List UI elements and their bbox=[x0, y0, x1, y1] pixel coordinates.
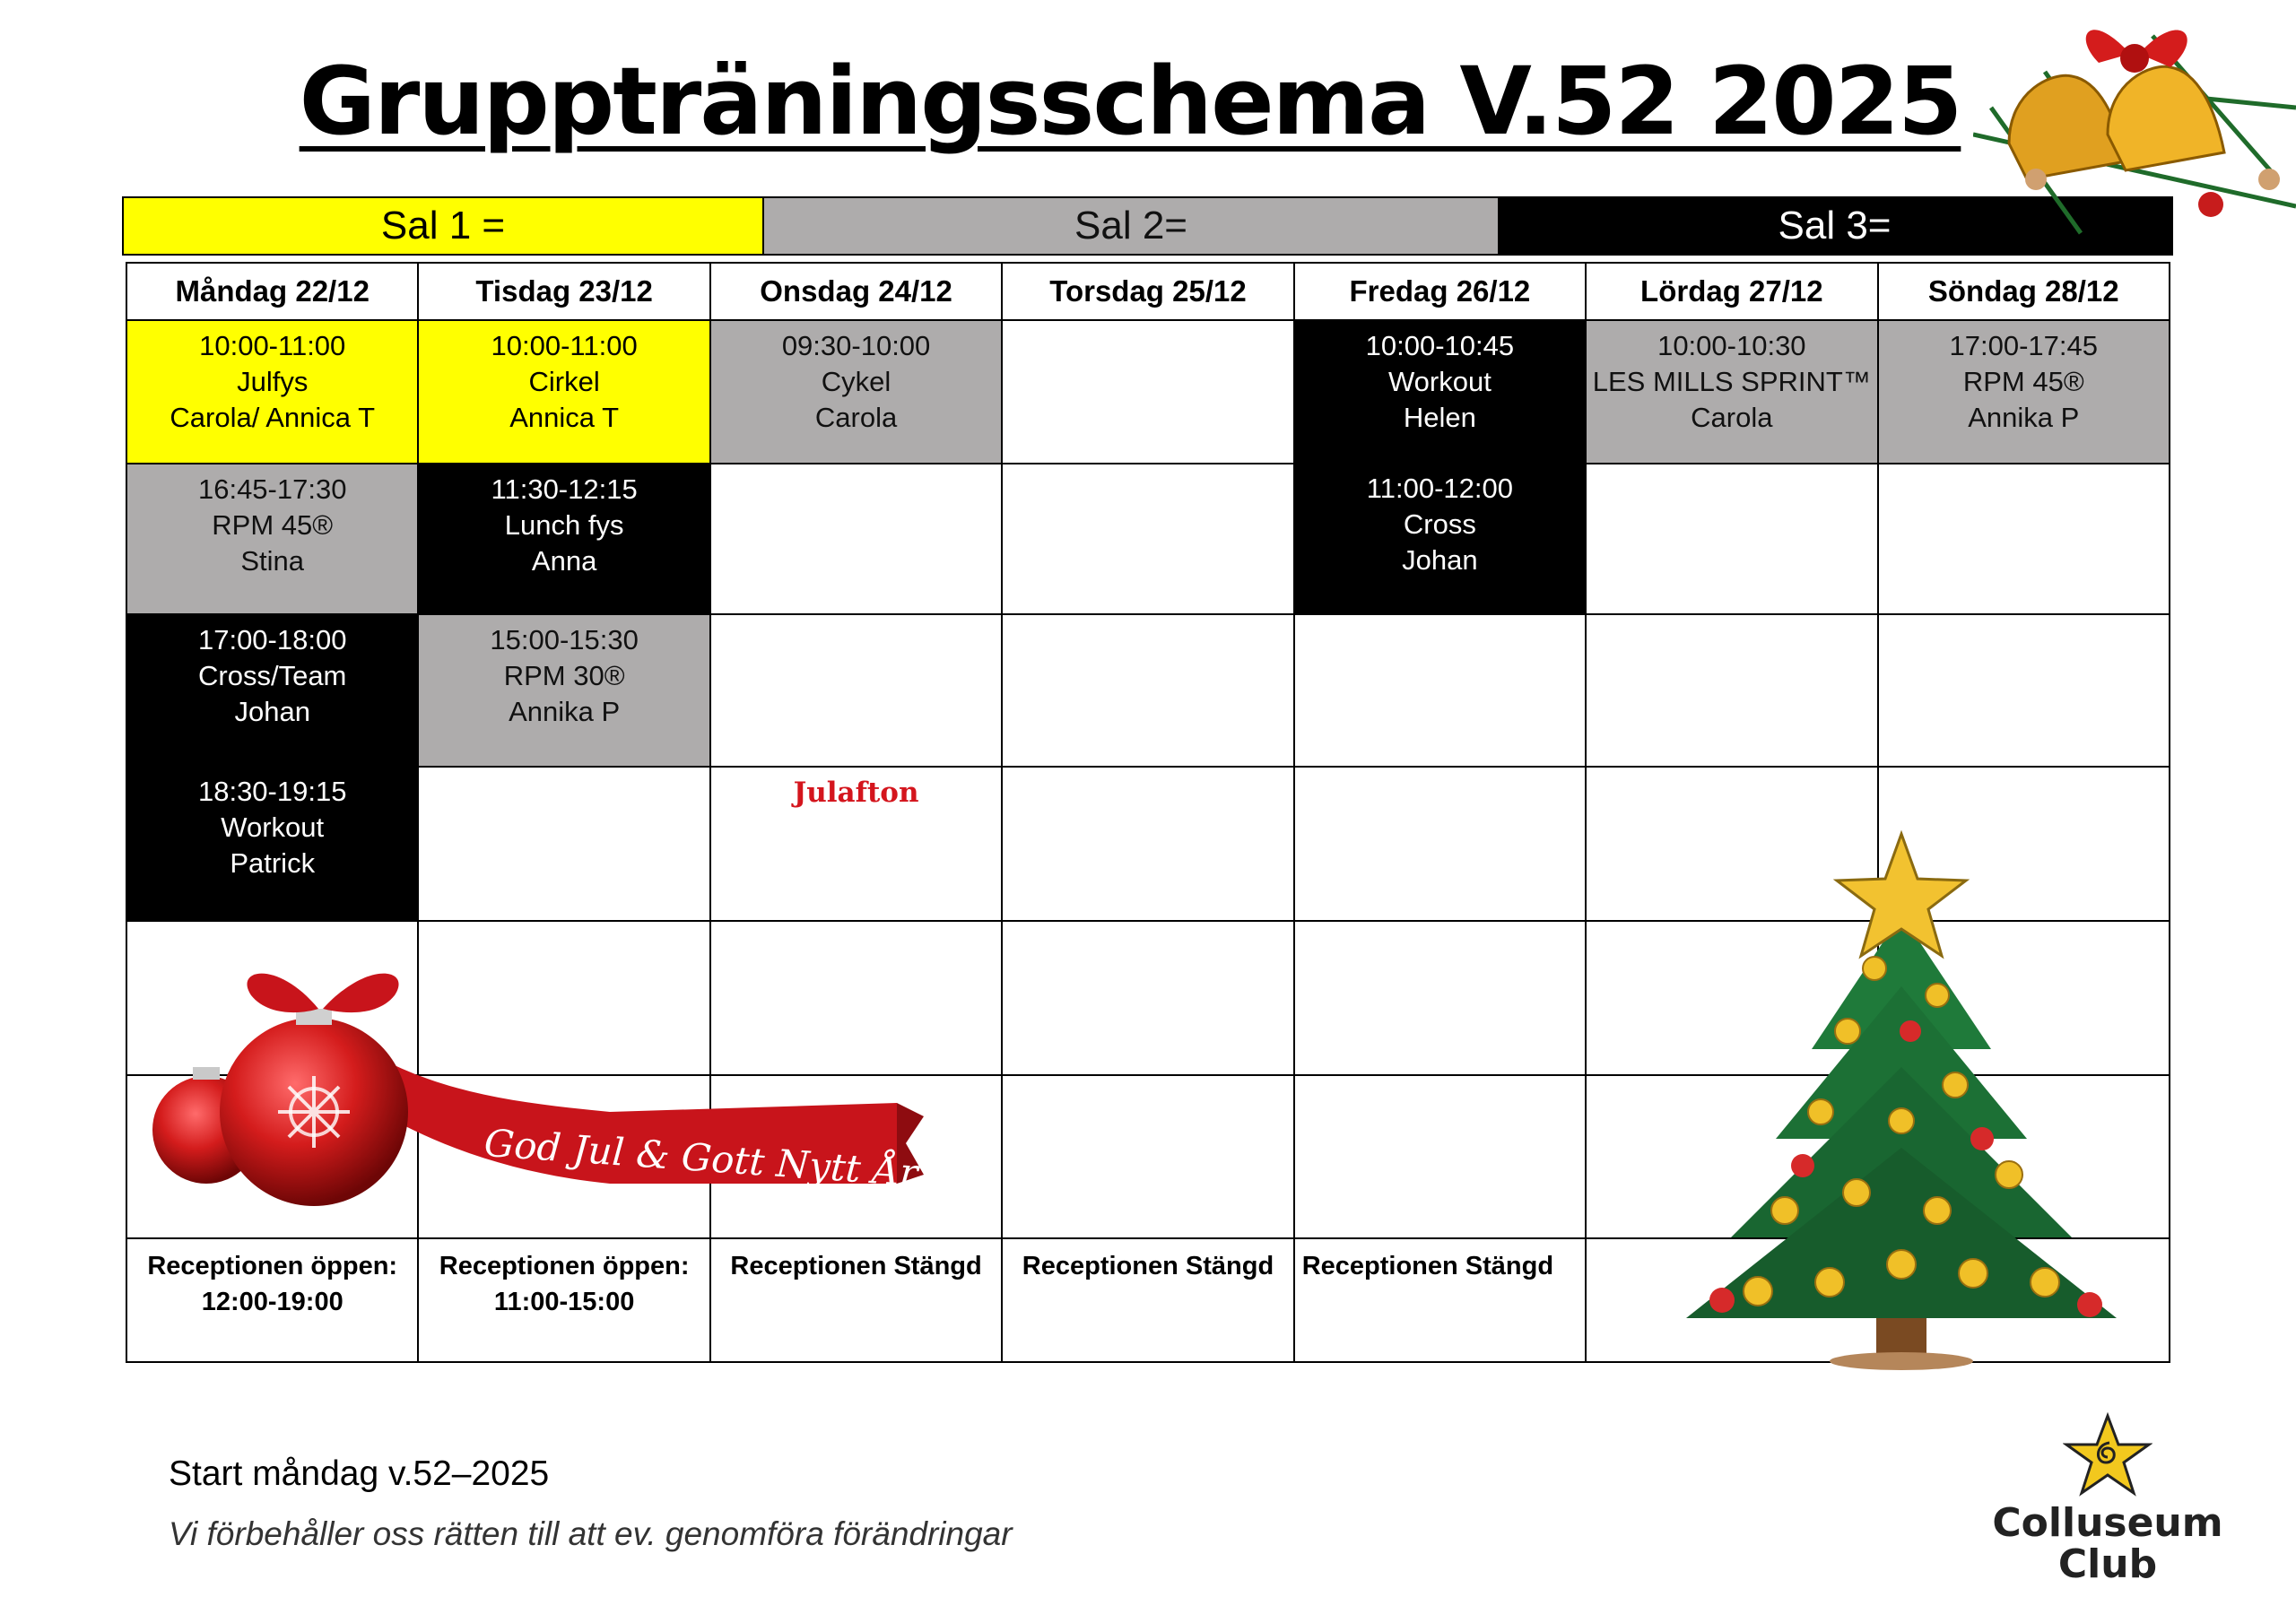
class-instructor: Annica T bbox=[509, 402, 620, 433]
reception-cell bbox=[126, 1238, 418, 1362]
reception-hours: 12:00-19:00 bbox=[201, 1288, 344, 1316]
class-time: 15:00-15:30 bbox=[490, 624, 639, 655]
empty-cell bbox=[710, 614, 1002, 767]
empty-cell bbox=[418, 767, 709, 921]
club-logo bbox=[1991, 1412, 2224, 1585]
class-cell bbox=[1294, 320, 1586, 464]
class-name: RPM 45® bbox=[212, 509, 334, 541]
empty-cell bbox=[1586, 614, 1877, 767]
class-cell bbox=[710, 320, 1002, 464]
class-name: Cykel bbox=[821, 366, 891, 397]
legend-sal2: Sal 2= bbox=[764, 198, 1498, 254]
banner-text: God Jul & Gott Nytt År bbox=[483, 1120, 919, 1195]
class-instructor: Helen bbox=[1403, 402, 1476, 433]
class-name: Lunch fys bbox=[504, 509, 624, 541]
ornaments-icon bbox=[144, 959, 933, 1233]
class-name: Julfys bbox=[237, 366, 309, 397]
class-name: LES MILLS SPRINT™ bbox=[1592, 366, 1871, 397]
empty-cell bbox=[1586, 464, 1877, 614]
empty-cell bbox=[1002, 921, 1293, 1075]
reception-label: Receptionen Stängd bbox=[1301, 1252, 1554, 1280]
class-instructor: Stina bbox=[240, 545, 305, 577]
legend-sal1: Sal 1 = bbox=[124, 198, 764, 254]
reception-cell bbox=[418, 1238, 709, 1362]
day-header: Söndag 28/12 bbox=[1878, 263, 2170, 320]
class-cell bbox=[126, 464, 418, 614]
class-name: Cirkel bbox=[528, 366, 600, 397]
reception-hours: 11:00-15:00 bbox=[493, 1288, 635, 1316]
empty-cell bbox=[1878, 464, 2170, 614]
julafton-label: Julafton bbox=[710, 767, 1002, 921]
footer-start: Start måndag v.52–2025 bbox=[169, 1454, 550, 1493]
class-time: 11:30-12:15 bbox=[491, 473, 638, 505]
class-instructor: Johan bbox=[234, 696, 310, 727]
reception-cell bbox=[1294, 1238, 1586, 1362]
class-time: 10:00-10:45 bbox=[1365, 330, 1515, 361]
reception-cell bbox=[710, 1238, 1002, 1362]
class-name: Workout bbox=[221, 812, 325, 843]
class-cell bbox=[126, 614, 418, 767]
room-legend bbox=[122, 196, 2173, 256]
reception-label: Receptionen Stängd bbox=[730, 1252, 982, 1280]
class-instructor: Annika P bbox=[1968, 402, 2080, 433]
day-header: Lördag 27/12 bbox=[1586, 263, 1877, 320]
class-cell bbox=[1294, 464, 1586, 614]
day-header: Måndag 22/12 bbox=[126, 263, 418, 320]
empty-cell bbox=[1294, 614, 1586, 767]
page-title: Gruppträningsschema V.52 2025 bbox=[299, 47, 1961, 156]
class-time: 16:45-17:30 bbox=[197, 473, 347, 505]
day-header: Tisdag 23/12 bbox=[418, 263, 709, 320]
class-time: 17:00-17:45 bbox=[1949, 330, 2098, 361]
reception-label: Receptionen öppen: bbox=[439, 1252, 690, 1280]
class-name: Cross bbox=[1403, 508, 1476, 540]
empty-cell bbox=[1002, 320, 1293, 464]
class-instructor: Anna bbox=[531, 545, 597, 577]
christmas-tree-icon bbox=[1668, 816, 2135, 1376]
day-header: Torsdag 25/12 bbox=[1002, 263, 1293, 320]
class-time: 10:00-10:30 bbox=[1657, 330, 1806, 361]
class-instructor: Carola/ Annica T bbox=[170, 402, 376, 433]
class-name: Workout bbox=[1387, 366, 1492, 397]
empty-cell bbox=[1002, 464, 1293, 614]
class-time: 18:30-19:15 bbox=[197, 776, 347, 807]
reception-cell bbox=[1002, 1238, 1293, 1362]
class-cell bbox=[418, 614, 709, 767]
empty-cell bbox=[1878, 614, 2170, 767]
legend-sal3: Sal 3= bbox=[1498, 198, 2171, 254]
logo-line2: Club bbox=[2057, 1541, 2158, 1587]
class-cell bbox=[418, 320, 709, 464]
class-name: Cross/Team bbox=[198, 660, 347, 691]
class-time: 17:00-18:00 bbox=[197, 624, 347, 655]
star-logo-icon bbox=[2063, 1412, 2152, 1498]
reception-label: Receptionen Stängd bbox=[1022, 1252, 1274, 1280]
empty-cell bbox=[1294, 1075, 1586, 1238]
class-instructor: Johan bbox=[1402, 544, 1478, 576]
class-instructor: Carola bbox=[1691, 402, 1773, 433]
empty-cell bbox=[1002, 614, 1293, 767]
class-instructor: Patrick bbox=[230, 847, 316, 879]
class-cell bbox=[1586, 320, 1877, 464]
reception-label: Receptionen öppen: bbox=[147, 1252, 398, 1280]
class-cell bbox=[418, 464, 709, 614]
class-cell bbox=[1878, 320, 2170, 464]
class-time: 09:30-10:00 bbox=[781, 330, 931, 361]
day-header: Fredag 26/12 bbox=[1294, 263, 1586, 320]
class-name: RPM 45® bbox=[1962, 366, 2084, 397]
empty-cell bbox=[1294, 921, 1586, 1075]
empty-cell bbox=[1294, 767, 1586, 921]
class-instructor: Carola bbox=[814, 402, 898, 433]
empty-cell bbox=[710, 464, 1002, 614]
footer-note: Vi förbehåller oss rätten till att ev. genomföra förändringar bbox=[169, 1515, 1013, 1552]
class-instructor: Annika P bbox=[509, 696, 621, 727]
empty-cell bbox=[1002, 767, 1293, 921]
class-time: 10:00-11:00 bbox=[491, 330, 638, 361]
class-name: RPM 30® bbox=[503, 660, 625, 691]
class-time: 11:00-12:00 bbox=[1366, 473, 1513, 504]
class-time: 10:00-11:00 bbox=[199, 330, 346, 361]
bells-icon bbox=[1973, 0, 2296, 291]
empty-cell bbox=[1002, 1075, 1293, 1238]
class-cell bbox=[126, 320, 418, 464]
logo-line1: Colluseum bbox=[1992, 1500, 2223, 1546]
day-header: Onsdag 24/12 bbox=[710, 263, 1002, 320]
class-cell bbox=[126, 767, 418, 921]
